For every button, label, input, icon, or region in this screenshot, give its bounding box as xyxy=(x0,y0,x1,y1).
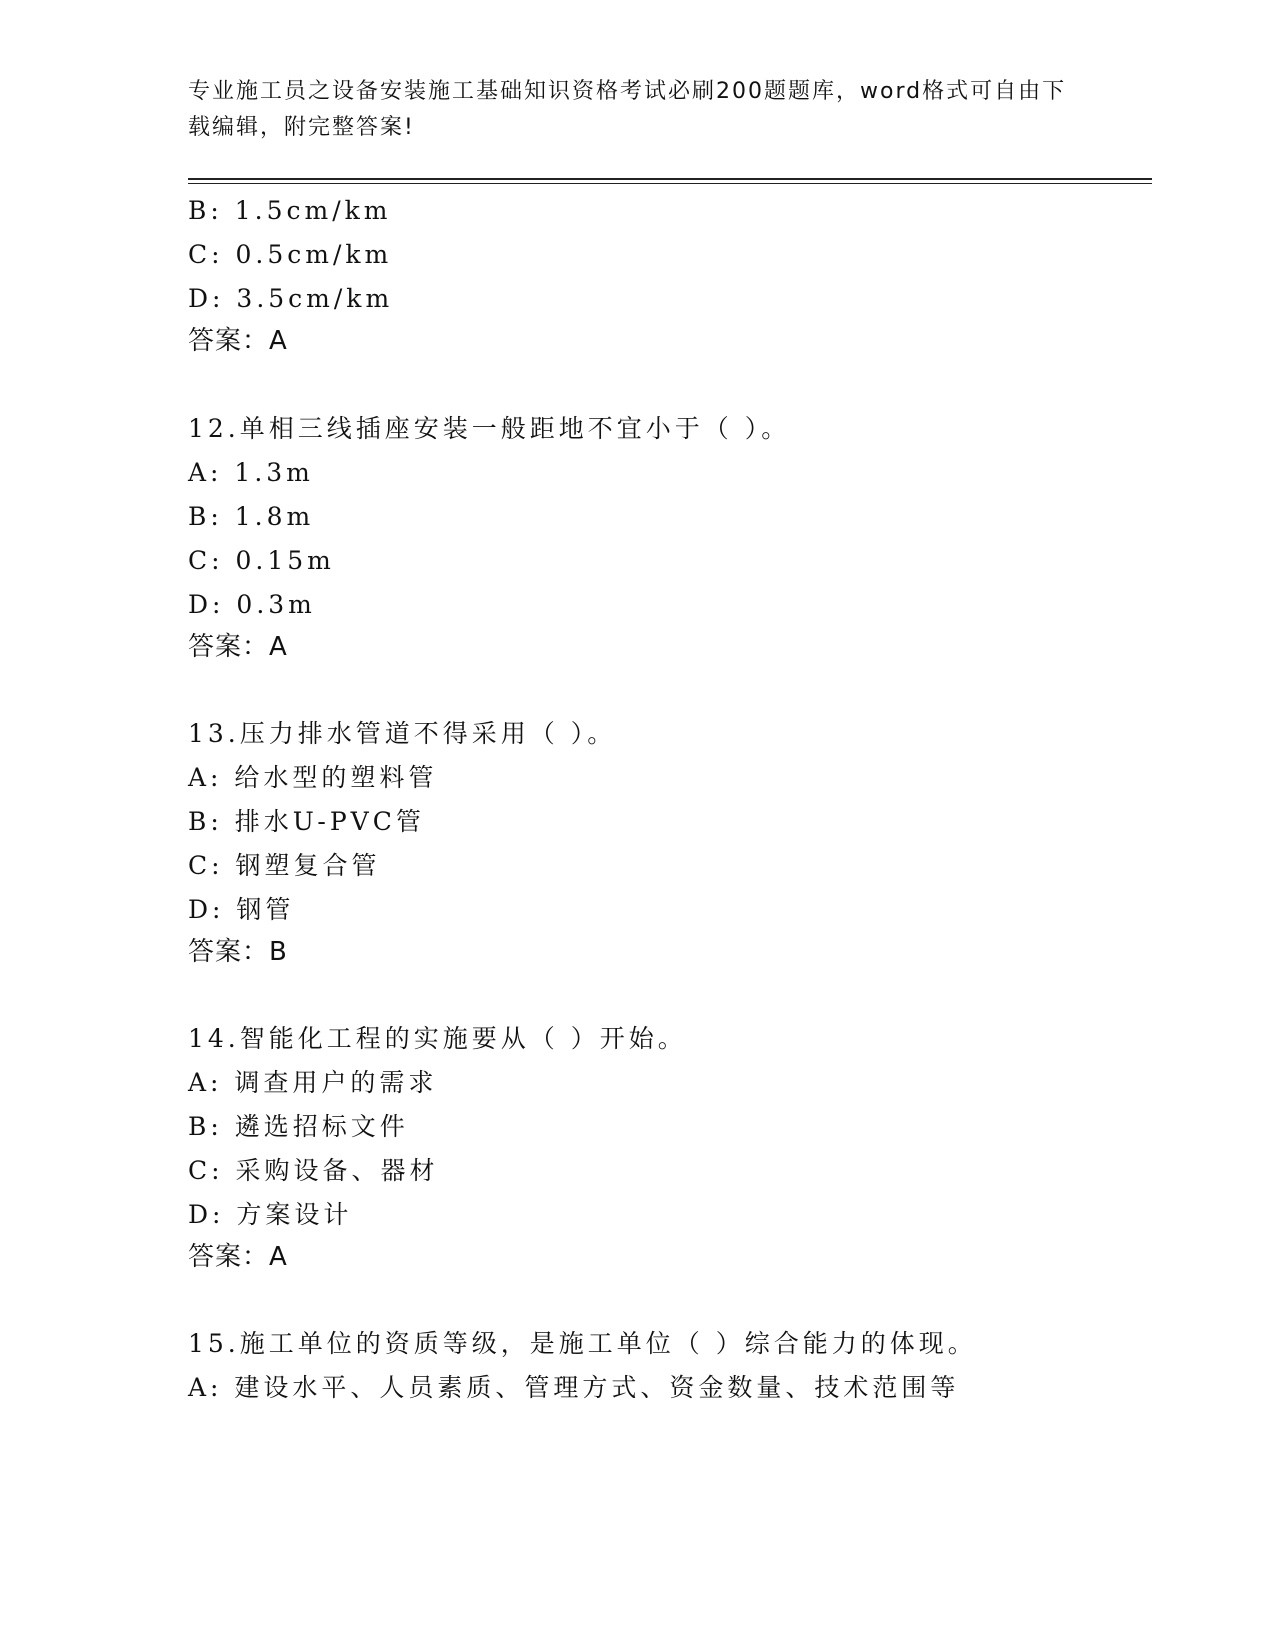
option-a: A: 调查用户的需求 xyxy=(188,1068,438,1097)
option-b: B: 1.5cm/km xyxy=(188,196,392,225)
answer-line: 答案：A xyxy=(188,326,288,356)
option-d: D: 钢管 xyxy=(188,895,295,924)
question-13: 13.压力排水管道不得采用（ ）。 xyxy=(188,719,617,748)
option-c: C: 采购设备、器材 xyxy=(188,1156,439,1185)
header-divider-thick xyxy=(188,178,1152,180)
answer-line: 答案：B xyxy=(188,937,288,967)
option-a: A: 1.3m xyxy=(188,458,314,487)
question-12: 12.单相三线插座安装一般距地不宜小于（ ）。 xyxy=(188,414,791,443)
option-c: C: 0.5cm/km xyxy=(188,240,393,269)
document-header: 专业施工员之设备安装施工基础知识资格考试必刷200题题库，word格式可自由下载编辑，附完整答案! xyxy=(188,79,1067,140)
option-b: B: 排水U-PVC管 xyxy=(188,807,425,836)
question-14: 14.智能化工程的实施要从（ ）开始。 xyxy=(188,1024,687,1053)
option-d: D: 3.5cm/km xyxy=(188,284,394,313)
option-a: A: 给水型的塑料管 xyxy=(188,763,438,792)
option-c: C: 0.15m xyxy=(188,546,335,575)
option-b: B: 1.8m xyxy=(188,502,315,531)
answer-line: 答案：A xyxy=(188,1242,288,1272)
option-d: D: 0.3m xyxy=(188,590,316,619)
option-a: A: 建设水平、人员素质、管理方式、资金数量、技术范围等 xyxy=(188,1373,960,1402)
option-d: D: 方案设计 xyxy=(188,1200,353,1229)
option-b: B: 遴选招标文件 xyxy=(188,1112,409,1141)
answer-line: 答案：A xyxy=(188,632,288,662)
option-c: C: 钢塑复合管 xyxy=(188,851,381,880)
header-divider-thin xyxy=(188,183,1152,184)
question-15: 15.施工单位的资质等级，是施工单位（ ）综合能力的体现。 xyxy=(188,1329,977,1358)
